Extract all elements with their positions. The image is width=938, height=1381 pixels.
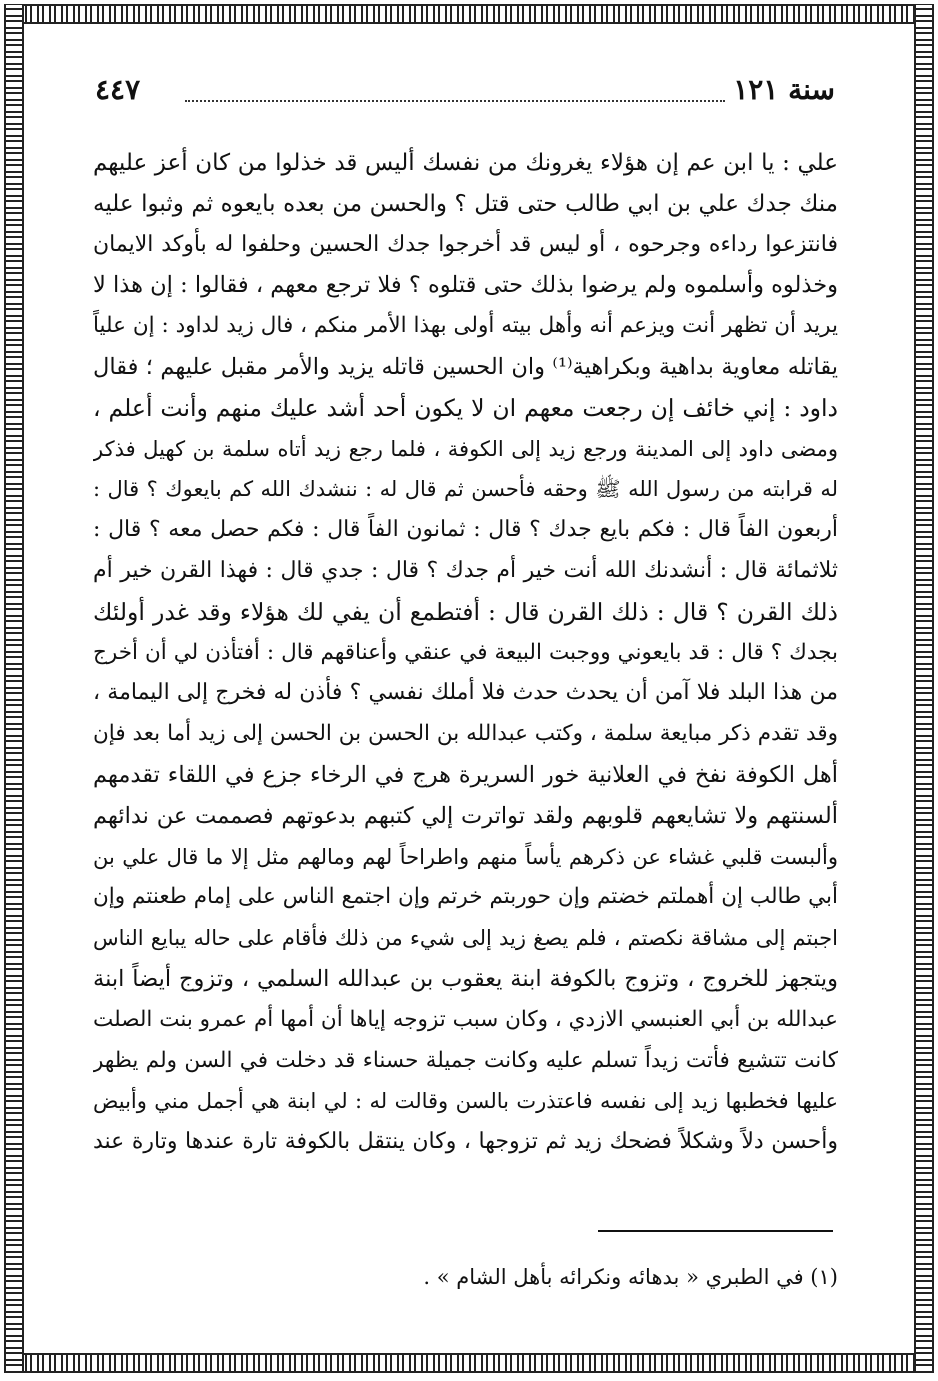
page-header [95,70,835,110]
text-line: وأحسن دلاً وشكلاً فضحك زيد ثم تزوجها ، وكان ينتقل بالكوفة تارة عندها وتارة عند [93,1129,838,1155]
text-line: منك جدك علي بن ابي طالب حتى قتل ؟ والحسن من بعده بايعوه ثم وثبوا عليه [93,190,838,217]
page-number: ٤٤٧ [95,73,141,106]
text-line: اجبتم إلى مشاقة نكصتم ، فلم يصغ زيد إلى شيء من ذلك فأقام على حاله يبايع الناس [93,926,838,951]
text-line: ثلاثمائة قال : أنشدنك الله أنت خير أم جدك ؟ قال : جدي قال : فهذا القرن خير أم [93,557,838,583]
text-line: من هذا البلد فلا آمن أن يحدث حدث فلا أملك نفسي ؟ فأذن له فخرج إلى اليمامة ، [93,680,838,706]
text-line: له قرابته من رسول الله ﷺ وحقه فأحسن ثم قال له : ننشدك الله كم بايعوك ؟ قال : [93,477,838,502]
text-line: ويتجهز للخروج ، وتزوج بالكوفة ابنة يعقوب بن عبدالله السلمي ، وتزوج أيضاً ابنة [93,965,838,992]
text-line: ألسنتهم ولا تشايعهم قلوبهم ولقد تواترت إلي كتبهم بدعوتهم فصممت عن ندائهم [93,802,838,829]
text-line: بجدك ؟ قال : قد بايعوني ووجبت البيعة في عنقي وأعناقهم قال : أفتأذن لي أن أخرج [93,639,838,665]
text-line: عبدالله بن أبي العنبسي الازدي ، وكان سبب تزوجه إياها أن أمها أم عمرو بنت الصلت [93,1006,838,1032]
body-text [93,143,838,1163]
header-dotted-rule [185,100,725,102]
footnote: (١) في الطبري « بدهائه ونكرائه بأهل الشام » . [423,1265,838,1289]
text-line: أبي طالب إن أهملتم خضتم وإن حوربتم خرتم وإن اجتمع الناس على إمام طعنتم وإن [93,884,838,910]
running-head: سنة ١٢١ [733,73,835,106]
text-line: يريد أن تظهر أنت ويزعم أنه وأهل بيته أولى بهذا الأمر منكم ، فال زيد لداود : إن علياً [93,313,838,339]
footnote-separator [598,1230,833,1232]
decorative-border-bottom [6,1353,932,1373]
decorative-border-left [4,4,24,1373]
text-line: أهل الكوفة نفخ في العلانية خور السريرة هرج في الرخاء جزع في اللقاء تقدمهم [93,761,838,788]
text-line: وألبست قلبي غشاء عن ذكرهم يأساً منهم واطراحاً لهم ومالهم مثل إلا ما قال علي بن [93,844,838,869]
text-line: كانت تتشيع فأتت زيداً تسلم عليه وكانت جميلة حسناء قد دخلت في السن ولم يظهر [93,1047,838,1073]
text-line: داود : إني خائف إن رجعت معهم ان لا يكون أحد أشد عليك منهم وأنت أعلم ، [93,393,838,422]
decorative-border-top [6,4,932,24]
text-line: فانتزعوا رداءه وجرحوه ، أو ليس قد أخرجوا جدك الحسين وحلفوا له بأوكد الايمان [93,231,838,257]
decorative-border-right [914,4,934,1373]
text-line: ذلك القرن ؟ قال : ذلك القرن قال : أفتطمع أن يفي لك هؤلاء وقد غدر أولئك [93,597,838,626]
text-line: ومضى داود إلى المدينة ورجع زيد إلى الكوفة ، فلما رجع زيد أتاه سلمة بن كهيل فذكر [93,436,838,461]
text-line: وخذلوه وأسلموه ولم يرضوا بذلك حتى قتلوه ؟ فلا ترجع معهم ، فقالوا : إن هذا لا [93,272,838,299]
text-line: وقد تقدم ذكر مبايعة سلمة ، وكتب عبدالله بن الحسن بن الحسن إلى زيد أما بعد فإن [93,721,838,747]
text-line: عليها فخطبها زيد إلى نفسه فاعتذرت بالسن وقالت له : لي ابنة هي أجمل مني وأبيض [93,1089,838,1114]
text-line: علي : يا ابن عم إن هؤلاء يغرونك من نفسك أليس قد خذلوا من كان أعز عليهم [93,150,838,176]
text-line: يقاتله معاوية بداهية وبكراهية⁽¹⁾ وان الحسين قاتله يزيد والأمر مقبل عليهم ؛ فقال [93,353,838,380]
text-line: أربعون الفاً قال : فكم بايع جدك ؟ قال : ثمانون الفاً قال : فكم حصل معه ؟ قال : [93,517,838,543]
